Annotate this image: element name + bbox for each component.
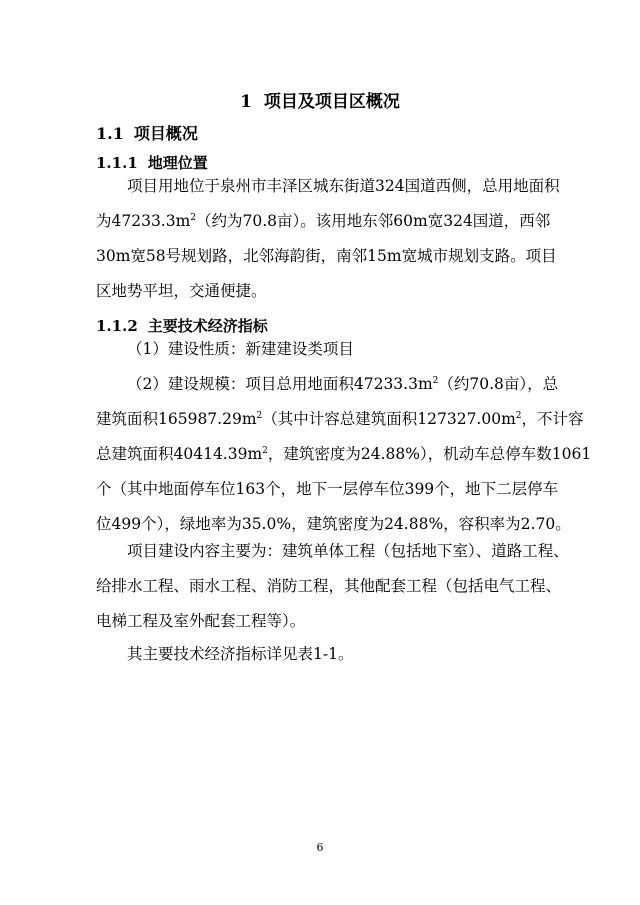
text-line: 30m宽58号规划路，北邻海韵街，南邻15m宽城市规划支路。项目: [96, 247, 557, 265]
text-line: 其主要技术经济指标详见表1-1。: [127, 645, 354, 663]
text-line: 区地势平坦，交通便捷。: [96, 282, 267, 300]
paragraph-nature: [96, 332, 548, 367]
chapter-title-text: 项目及项目区概况: [263, 92, 400, 112]
section-title: 项目概况: [133, 124, 198, 143]
subsection-number: 1.1.1: [96, 154, 138, 172]
paragraph-location: [96, 169, 560, 309]
text-line: （1）建设性质：新建建设类项目: [127, 340, 354, 358]
paragraph-scale: [96, 367, 592, 542]
subsection-title: 地理位置: [147, 154, 208, 172]
paragraph-reference: [96, 637, 548, 672]
text-line: 电梯工程及室外配套工程等）。: [96, 612, 306, 630]
text-line: 总建筑面积$40414.39m^2$，建筑密度为24.88%），机动车总停车数1061: [96, 445, 592, 463]
subsection-title: 主要技术经济指标: [147, 317, 268, 335]
chapter-title: [0, 87, 640, 112]
text-line: 项目用地位于泉州市丰泽区城东街道324国道西侧，总用地面积: [127, 177, 560, 195]
text-line: 建筑面积$165987.29m^2$（其中计容总建筑面积$127327.00m^2$，不计容: [96, 410, 584, 428]
text-line: 为$47233.3m^2$（约为70.8亩）。该用地东邻60m宽324国道，西邻: [96, 212, 551, 230]
chapter-number: 1: [240, 92, 252, 112]
text-line: （2）建设规模：项目总用地面积$47233.3m^2$（约70.8亩），总: [127, 375, 559, 393]
section-number: 1.1: [96, 124, 124, 143]
text-line: 项目建设内容主要为：建筑单体工程（包括地下室）、道路工程、: [127, 542, 569, 560]
text-line: 给排水工程、雨水工程、消防工程，其他配套工程（包括电气工程、: [96, 577, 562, 595]
section-heading: [96, 121, 198, 144]
page-number: 6: [316, 841, 324, 854]
text-line: 个（其中地面停车位163个，地下一层停车位399个，地下二层停车: [96, 480, 559, 498]
subsection-number: 1.1.2: [96, 317, 138, 335]
paragraph-content: [96, 534, 569, 639]
text-line: 位499个），绿地率为35.0%，建筑密度为24.88%，容积率为2.70。: [96, 515, 571, 533]
